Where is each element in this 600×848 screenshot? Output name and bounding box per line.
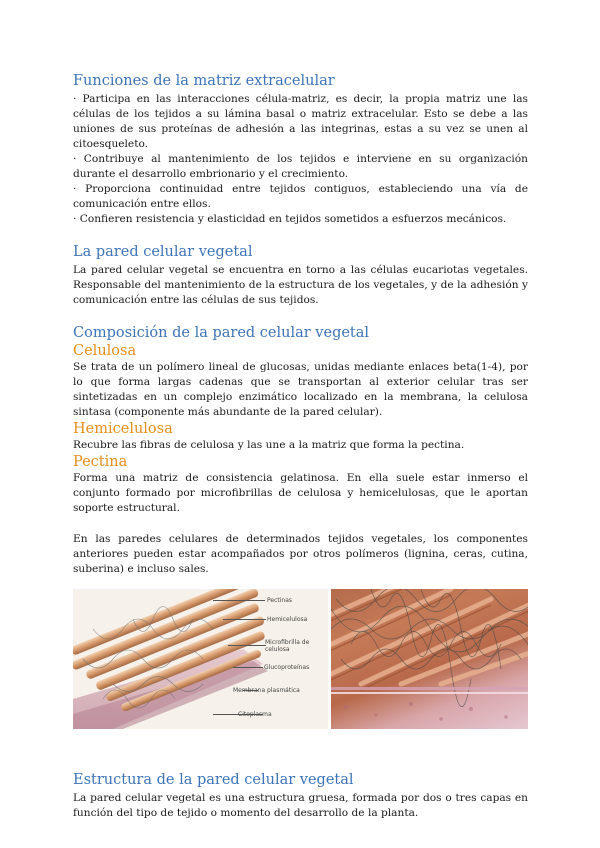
cell-wall-figure xyxy=(73,589,528,729)
label-glucoproteinas: Glucoproteínas xyxy=(264,664,310,671)
leader-line xyxy=(233,667,263,668)
cell-wall-micrograph xyxy=(331,589,528,729)
funciones-bullet-2: · Contribuye al mantenimiento de los tejidos e interviene en su organización durante el desarrollo embrionario y el crecimiento. xyxy=(73,153,528,180)
celulosa-paragraph: Se trata de un polímero lineal de glucosas, unidas mediante enlaces beta(1-4), por lo que forma largas cadenas que se transportan al exterior celular tras ser sintetizadas en un complejo enzimático localizado en la membrana, la celulosa sintasa (componente más abundante de la pared celular). xyxy=(73,361,528,418)
fibrils-illustration xyxy=(73,589,328,729)
funciones-bullet-4: · Confieren resistencia y elasticidad en tejidos sometidos a esfuerzos mecánicos. xyxy=(73,213,507,225)
micrograph-illustration xyxy=(331,589,528,729)
heading-celulosa: Celulosa xyxy=(73,343,137,359)
pectina-paragraph: Forma una matriz de consistencia gelatinosa. En ella suele estar inmerso el conjunto formado por microfibrillas de celulosa y hemicelulosas, que le aportan soporte estructural. xyxy=(73,472,528,514)
heading-composicion: Composición de la pared celular vegetal xyxy=(73,325,370,341)
extra-paragraph: En las paredes celulares de determinados tejidos vegetales, los componentes anteriores pueden estar acompañados por otros polímeros (lignina, ceras, cutina, suberina) e incluso sales. xyxy=(73,533,528,575)
hemicelulosa-paragraph: Recubre las fibras de celulosa y las une a la matriz que forma la pectina. xyxy=(73,439,465,451)
document-page xyxy=(73,72,528,821)
label-hemicelulosa: Hemicelulosa xyxy=(267,616,308,623)
pared-paragraph: La pared celular vegetal se encuentra en torno a las células eucariotas vegetales. Responsable del mantenimiento de la estructura de los vegetales, y de la adhesión y comunicación entre las células de sus tejidos. xyxy=(73,264,528,306)
cell-wall-diagram xyxy=(73,589,328,729)
leader-line xyxy=(228,645,266,646)
leader-line xyxy=(223,619,266,620)
heading-pectina: Pectina xyxy=(73,454,128,470)
label-microfibrilla: Microfibrilla de celulosa xyxy=(265,639,310,653)
funciones-bullet-1: · Participa en las interacciones célula-matriz, es decir, la propia matriz une las células de los tejidos a su lámina basal o matriz extracelular. Esto se debe a las uniones de sus proteínas de adhesión a las integrinas, estas a su vez se unen al citoesqueleto. xyxy=(73,93,528,150)
estructura-paragraph: La pared celular vegetal es una estructura gruesa, formada por dos o tres capas en función del tipo de tejido o momento del desarrollo de la planta. xyxy=(73,792,528,819)
heading-pared: La pared celular vegetal xyxy=(73,244,253,260)
label-citoplasma: Citoplasma xyxy=(238,711,272,718)
label-membrana: Membrana plasmática xyxy=(233,687,300,694)
funciones-list xyxy=(73,92,528,227)
label-pectinas: Pectinas xyxy=(267,597,293,604)
heading-estructura: Estructura de la pared celular vegetal xyxy=(73,772,354,788)
heading-hemicelulosa: Hemicelulosa xyxy=(73,421,173,437)
heading-funciones: Funciones de la matriz extracelular xyxy=(73,73,335,89)
funciones-bullet-3: · Proporciona continuidad entre tejidos contiguos, estableciendo una vía de comunicación entre ellos. xyxy=(73,183,528,210)
leader-line xyxy=(213,600,265,601)
